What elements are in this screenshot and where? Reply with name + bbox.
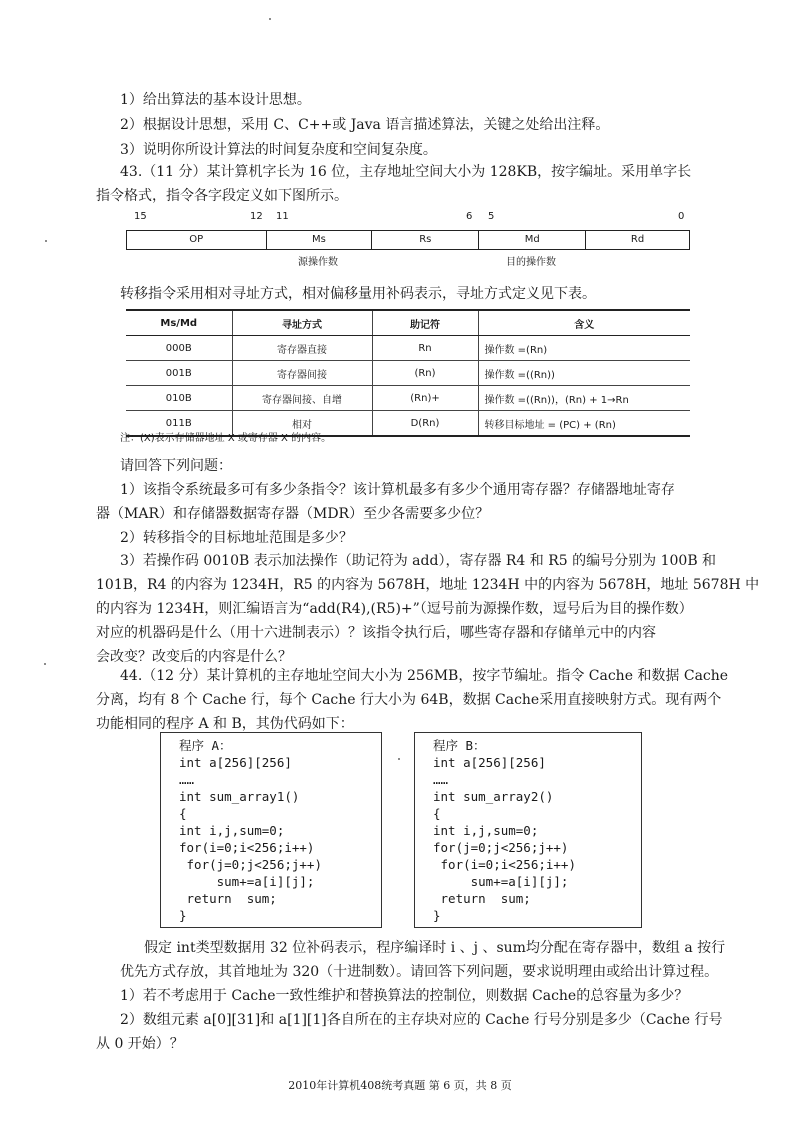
q44-assumptions [120, 936, 726, 984]
code-line: 程序 A： [179, 738, 232, 753]
q44-q2-line-2: 从 0 开始）？ [96, 1036, 184, 1052]
code-line: sum+=a[i][j]; [433, 874, 569, 889]
table-row [126, 386, 690, 411]
table-note: 注：(X)表示存储器地址 X 或寄存器 X 的内容。 [120, 433, 332, 444]
q43-q1-line-1: 1）该指令系统最多可有多少条指令？该计算机最多有多少个通用寄存器？存储器地址寄存 [120, 482, 675, 498]
program-b-code [414, 732, 642, 928]
code-line: for(i=0;i<256;i++) [433, 857, 576, 872]
code-line: sum+=a[i][j]; [179, 874, 315, 889]
q43-question-3 [96, 549, 760, 669]
scan-speck [45, 240, 47, 242]
code-line: } [179, 908, 187, 923]
table-cell: 相对 [232, 411, 372, 437]
program-a-code [160, 732, 382, 928]
addressing-table [126, 309, 690, 437]
bit-label-15: 15 [134, 211, 147, 222]
q44-intro-line-3: 功能相同的程序 A 和 B，其伪代码如下： [96, 716, 354, 732]
q44-question-1: 1）若不考虑用于 Cache一致性维护和替换算法的控制位，则数据 Cache的总容量为多少？ [120, 988, 689, 1004]
table-row [126, 336, 690, 361]
table-cell: 011B [126, 411, 232, 437]
q44-intro-line-2: 分离，均有 8 个 Cache 行，每个 Cache 行大小为 64B，数据 Cache采用直接映射方式。现有两个 [96, 692, 722, 708]
code-line: int i,j,sum=0; [433, 823, 539, 838]
code-line: …… [433, 772, 449, 787]
table-cell: 操作数 =(Rn) [478, 336, 690, 361]
bit-label-6: 6 [466, 211, 473, 222]
code-line: int sum_array2() [433, 789, 554, 804]
q43-q3-line-4: 对应的机器码是什么（用十六进制表示）？该指令执行后，哪些寄存器和存储单元中的内容 [96, 625, 656, 641]
code-line: int a[256][256] [179, 755, 292, 770]
q43-q3-line-5: 会改变？改变后的内容是什么？ [96, 649, 292, 665]
code-line: …… [179, 772, 195, 787]
scan-speck [398, 758, 400, 760]
field-rs: Rs [372, 231, 479, 249]
code-line: int sum_array1() [179, 789, 300, 804]
table-cell: 操作数 =((Rn)) [478, 361, 690, 386]
field-op: OP [127, 231, 267, 249]
field-ms: Ms [267, 231, 373, 249]
q44-question-2 [96, 1008, 723, 1056]
bit-label-5: 5 [488, 211, 495, 222]
page-footer: 2010年计算机408统考真题 第 6 页，共 8 页 [288, 1079, 512, 1092]
table-cell: 寄存器间接 [232, 361, 372, 386]
q43-q3-line-2: 101B，R4 的内容为 1234H，R5 的内容为 5678H，地址 1234H 中的内容为 5678H，地址 5678H 中 [96, 577, 760, 593]
question-top-3: 3）说明你所设计算法的时间复杂度和空间复杂度。 [120, 142, 437, 158]
q44-after-line-1: 假定 int类型数据用 32 位补码表示，程序编译时 i 、j 、sum均分配在寄存器中，数组 a 按行 [144, 940, 726, 956]
code-line: return sum; [179, 891, 277, 906]
bit-label-0: 0 [678, 211, 685, 222]
q43-question-2: 2）转移指令的目标地址范围是多少？ [120, 530, 353, 546]
table-cell: (Rn) [372, 361, 478, 386]
q43-question-1 [96, 478, 675, 526]
table-cell: (Rn)+ [372, 386, 478, 411]
code-line: { [433, 806, 441, 821]
q43-q1-line-2: 器（MAR）和存储器数据寄存器（MDR）至少各需要多少位？ [96, 506, 490, 522]
q44-intro-line-1: 44.（12 分）某计算机的主存地址空间大小为 256MB，按字节编址。指令 Cache 和数据 Cache [120, 668, 729, 684]
code-line: 程序 B： [433, 738, 486, 753]
table-cell: 000B [126, 336, 232, 361]
table-cell: 寄存器间接、自增 [232, 386, 372, 411]
table-header: 助记符 [372, 310, 478, 336]
q43-intro-line-1: 43.（11 分）某计算机字长为 16 位，主存地址空间大小为 128KB，按字编址。采用单字长 [120, 164, 692, 180]
table-cell: Rn [372, 336, 478, 361]
code-line: for(j=0;j<256;j++) [433, 840, 569, 855]
table-cell: 操作数 =((Rn))，(Rn) + 1→Rn [478, 386, 690, 411]
table-cell: 001B [126, 361, 232, 386]
q44-after-line-2: 优先方式存放，其首地址为 320（十进制数）。请回答下列问题，要求说明理由或给出计算过程。 [120, 964, 719, 980]
q44-intro [96, 664, 729, 736]
table-cell: 寄存器直接 [232, 336, 372, 361]
q43-q3-line-3: 的内容为 1234H，则汇编语言为“add(R4),(R5)+”（逗号前为源操作数，逗号后为目的操作数） [96, 601, 693, 617]
bit-label-12: 12 [250, 211, 263, 222]
field-md: Md [479, 231, 586, 249]
bit-label-11: 11 [276, 211, 289, 222]
code-line: int a[256][256] [433, 755, 546, 770]
source-operand-label: 源操作数 [298, 257, 338, 268]
code-line: return sum; [433, 891, 531, 906]
code-line: for(i=0;i<256;i++) [179, 840, 315, 855]
scan-speck [269, 18, 271, 20]
table-row [126, 361, 690, 386]
instruction-bit-labels [126, 211, 690, 227]
scan-speck [44, 663, 46, 665]
q43-ask: 请回答下列问题： [120, 458, 232, 474]
question-top-1: 1）给出算法的基本设计思想。 [120, 92, 311, 108]
table-header-row [126, 310, 690, 336]
code-line: for(j=0;j<256;j++) [179, 857, 322, 872]
code-line: } [433, 908, 441, 923]
q44-q2-line-1: 2）数组元素 a[0][31]和 a[1][1]各自所在的主存块对应的 Cache 行号分别是多少（Cache 行号 [120, 1012, 723, 1028]
table-cell: 转移目标地址 = (PC) + (Rn) [478, 411, 690, 437]
table-header: 含义 [478, 310, 690, 336]
q43-intro-line-2: 指令格式，指令各字段定义如下图所示。 [96, 188, 348, 204]
addressing-intro: 转移指令采用相对寻址方式，相对偏移量用补码表示，寻址方式定义见下表。 [120, 286, 596, 302]
table-cell: D(Rn) [372, 411, 478, 437]
dest-operand-label: 目的操作数 [506, 257, 556, 268]
q43-intro [96, 160, 692, 208]
code-line: int i,j,sum=0; [179, 823, 285, 838]
field-rd: Rd [630, 234, 645, 245]
table-cell: 010B [126, 386, 232, 411]
instruction-format [126, 230, 690, 250]
code-line: { [179, 806, 187, 821]
table-header: 寻址方式 [232, 310, 372, 336]
question-top-2: 2）根据设计思想，采用 C、C++或 Java 语言描述算法，关键之处给出注释。 [120, 117, 610, 133]
table-header: Ms/Md [126, 310, 232, 336]
q43-q3-line-1: 3）若操作码 0010B 表示加法操作（助记符为 add），寄存器 R4 和 R5 的编号分别为 100B 和 [120, 553, 717, 569]
